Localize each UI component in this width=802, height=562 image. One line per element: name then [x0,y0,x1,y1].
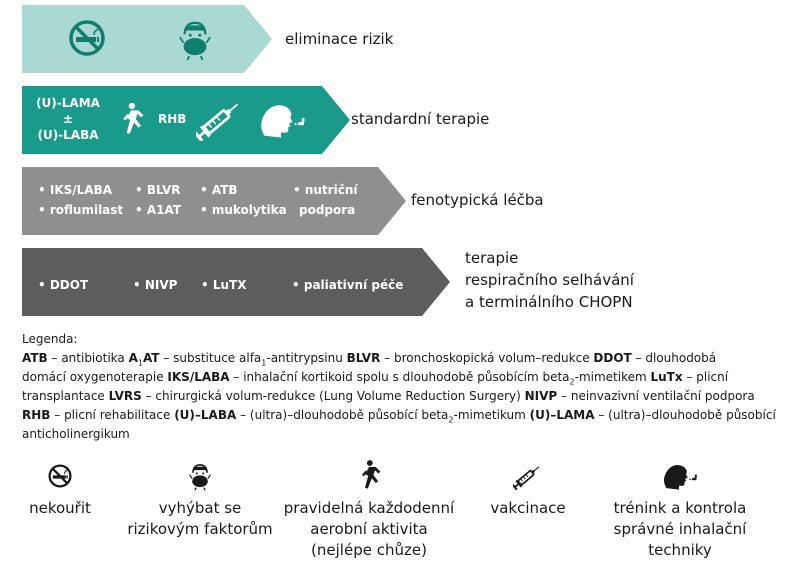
legend-line-5: anticholinergikum [22,427,130,441]
label-terapie-line3: a terminálního CHOPN [465,293,633,311]
mask-face-icon [176,17,214,61]
syringe-icon [196,97,244,141]
no-smoking-icon [47,463,73,489]
item-lutx: • LuTX [201,278,247,292]
legend-line-1: ATB – antibiotika $A_1AT$ – substituce alfa$_1$-antitrypsinu BLVR – bronchoskopická volum–redukce DDOT – dlouhodobá [22,351,717,368]
mask-face-icon [187,461,213,491]
legend-line-2: domácí oxygenoterapie IKS/LABA – inhalační kortikoid spolu s dlouhodobě působícím beta$_2$-mimetikem LuTx – plicní [22,370,729,387]
bottom-label-aktivita: pravidelná každodenní aerobní aktivita (nejlépe chůze) [283,499,455,559]
label-terapie-line2: respiračního selhávání [465,271,634,289]
legend-line-4: RHB – plicní rehabilitace (U)–LABA – (ultra)–dlouhodobě působící beta$_2$-mimetikum (U)–LAMA – (ultra)–dlouhodobě působící [22,408,776,425]
arrow-fenotypicka-lecba [22,167,406,235]
item-u-laba: (U)-LABA [37,128,99,142]
walking-person-icon [118,100,144,138]
legend-line-3: transplantace LVRS – chirurgická volum-redukce (Lung Volume Reduction Surgery) NIVP – neinvazivní ventilační podpora [22,389,755,403]
bottom-label-vyhybat: vyhýbat se rizikovým faktorům [127,499,273,538]
item-iks-laba: • IKS/LABA [38,183,113,197]
item-ddot: • DDOT [38,278,89,292]
item-podpora: podpora [299,203,356,217]
item-mukolytika: • mukolytika [200,203,287,217]
item-plus-minus: ± [62,112,74,126]
label-fenotypicka-lecba: fenotypická léčba [411,191,544,209]
item-nutricni: • nutriční [293,183,358,197]
legend [22,330,794,444]
item-atb: • ATB [200,183,238,197]
item-paliativni-pece: • paliativní péče [292,278,404,292]
inhaler-head-icon [660,461,698,493]
legend-title: Legenda: [22,332,78,346]
label-standardni-terapie: standardní terapie [351,110,490,128]
bottom-label-nekourit: nekouřit [29,499,91,517]
inhaler-head-icon [256,100,306,142]
walking-person-icon [357,459,381,491]
arrow-eliminace-rizik [22,5,272,73]
label-eliminace-rizik: eliminace rizik [285,30,394,48]
item-rhb: RHB [158,112,187,126]
item-roflumilast: • roflumilast [38,203,124,217]
syringe-icon [513,462,543,490]
no-smoking-icon [67,18,107,58]
item-u-lama: (U)-LAMA [36,96,100,110]
bottom-label-inhalace: trénink a kontrola správné inhalační techniky [613,499,747,559]
bottom-label-vakcinace: vakcinace [490,499,566,517]
label-terapie-line1: terapie [465,249,519,267]
item-a1at: • A1AT [135,203,182,217]
item-blvr: • BLVR [135,183,181,197]
item-nivp: • NIVP [133,278,178,292]
